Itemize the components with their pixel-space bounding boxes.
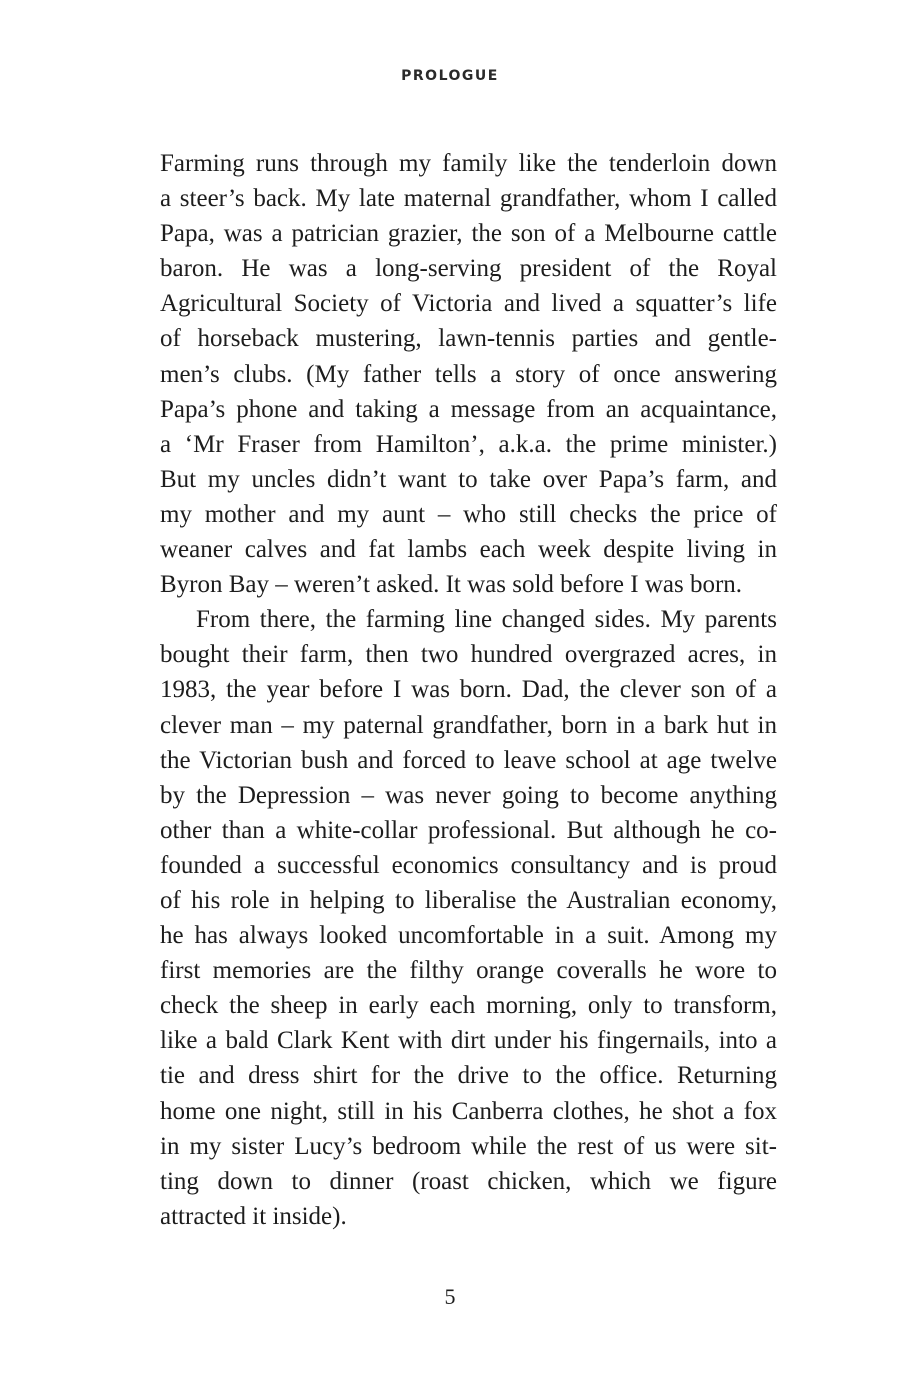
paragraph-1 (160, 146, 777, 602)
paragraph-2 (160, 602, 777, 1234)
running-head: PROLOGUE (401, 68, 499, 84)
text-line: baron. He was a long-serving president of the Royal (160, 255, 777, 283)
text-line: founded a successful economics consultancy and is proud (160, 851, 777, 879)
text-line: check the sheep in early each morning, only to transform, (160, 992, 777, 1020)
text-line: the Victorian bush and forced to leave school at age twelve (160, 746, 777, 774)
text-line: 1983, the year before I was born. Dad, the clever son of a (160, 676, 777, 704)
text-line: home one night, still in his Canberra clothes, he shot a fox (160, 1097, 777, 1125)
text-line: attracted it inside). (160, 1202, 347, 1230)
text-line: ting down to dinner (roast chicken, which we figure (160, 1167, 777, 1195)
text-line: a steer’s back. My late maternal grandfather, whom I called (160, 185, 777, 213)
text-line: tie and dress shirt for the drive to the office. Returning (160, 1062, 777, 1090)
text-line: Papa, was a patrician grazier, the son of a Melbourne cattle (160, 220, 777, 248)
text-line: a ‘Mr Fraser from Hamilton’, a.k.a. the prime minister.) (160, 430, 777, 458)
text-line: weaner calves and fat lambs each week despite living in (160, 536, 777, 564)
text-line: he has always looked uncomfortable in a suit. Among my (160, 922, 777, 950)
text-line: by the Depression – was never going to become anything (160, 781, 777, 809)
text-line: like a bald Clark Kent with dirt under his fingernails, into a (160, 1027, 777, 1055)
text-line: Agricultural Society of Victoria and lived a squatter’s life (160, 290, 777, 318)
text-line: my mother and my aunt – who still checks the price of (160, 500, 777, 528)
text-line: clever man – my paternal grandfather, born in a bark hut in (160, 711, 777, 739)
text-line: Farming runs through my family like the tenderloin down (160, 150, 777, 177)
text-line: other than a white-collar professional. But although he co- (160, 816, 777, 844)
text-line: men’s clubs. (My father tells a story of once answering (160, 360, 777, 388)
text-line: first memories are the filthy orange coveralls he wore to (160, 957, 777, 985)
text-line: of his role in helping to liberalise the Australian economy, (160, 886, 777, 914)
text-line: in my sister Lucy’s bedroom while the rest of us were sit- (160, 1132, 777, 1160)
text-line: From there, the farming line changed sides. My parents (196, 606, 777, 634)
text-line: Papa’s phone and taking a message from an acquaintance, (160, 395, 777, 423)
page-number: 5 (444, 1284, 456, 1309)
text-line: Byron Bay – weren’t asked. It was sold before I was born. (160, 571, 743, 599)
text-line: But my uncles didn’t want to take over Papa’s farm, and (160, 465, 777, 493)
body-text (160, 146, 777, 1234)
text-line: bought their farm, then two hundred overgrazed acres, in (160, 641, 777, 669)
text-line: of horseback mustering, lawn-tennis parties and gentle- (160, 325, 777, 353)
